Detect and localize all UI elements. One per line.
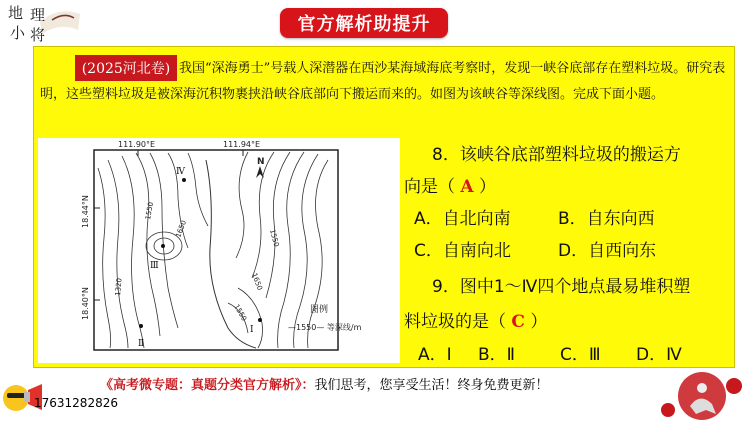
- q9-option-d[interactable]: D．Ⅳ: [636, 345, 682, 365]
- contour-label: 1550: [232, 303, 249, 323]
- logo: [0, 0, 82, 44]
- q8-stem-post: ）: [479, 177, 497, 197]
- q8-answer: A: [460, 177, 474, 197]
- phone-number: 17631282826: [34, 396, 118, 410]
- source-tag: (2025河北卷): [75, 55, 177, 81]
- q9-option-b[interactable]: B．Ⅱ: [478, 345, 516, 365]
- logo-char: 理: [30, 6, 46, 24]
- q8-stem-pre: 向是（: [404, 177, 455, 197]
- legend-text: —1550— 等深线/m: [288, 323, 362, 332]
- question-intro: 我国“深海勇士”号载人深潜器在西沙某海域海底考察时，发现一峡谷底部存在塑料垃圾。研究表明，这些塑料垃圾是被深海沉积物裹挟沿峡谷底部向下搬运而来的。如图为该峡谷等深线图。完成下面小题。: [40, 61, 726, 102]
- footer-slogan: 我们思考，您享受生活！终身免费更新！: [314, 378, 549, 393]
- q9-stem-post: ）: [530, 312, 548, 332]
- q9-option-a[interactable]: A．Ⅰ: [418, 345, 452, 365]
- logo-char: 小: [10, 24, 26, 42]
- decorative-rider-icon: [654, 370, 750, 422]
- logo-char: 将: [30, 26, 46, 44]
- point-label-iv: Ⅳ: [176, 167, 185, 177]
- contour-label: 1320: [114, 277, 124, 297]
- map-lon-label: 111.94°E: [223, 140, 261, 149]
- q9-stem-line1: 9．图中1～Ⅳ四个地点最易堆积塑: [432, 277, 691, 297]
- point-label-iii: Ⅲ: [150, 261, 159, 271]
- contour-label: 1550: [268, 228, 281, 248]
- banner-title: 官方解析助提升: [280, 8, 448, 38]
- q8-stem-line1: 8．该峡谷底部塑料垃圾的搬运方: [432, 145, 681, 165]
- point-label-i: Ⅰ: [250, 325, 254, 335]
- q8-option-b[interactable]: B．自东向西: [558, 209, 655, 229]
- map-lat-label: 18.40°N: [81, 287, 90, 320]
- q9-answer: C: [511, 312, 525, 332]
- contour-label: 1650: [250, 271, 264, 292]
- map-lon-label: 111.90°E: [118, 140, 156, 149]
- footer-book-title[interactable]: 《高考微专题：真题分类官方解析》：: [100, 378, 315, 393]
- q9-stem-line2: [404, 307, 547, 332]
- contour-label: 1650: [174, 219, 188, 239]
- map-lat-label: 18.44°N: [81, 195, 90, 228]
- legend-title: 图例: [310, 305, 329, 315]
- q8-stem-line2: [404, 172, 496, 197]
- contour-label: 1550: [144, 201, 156, 221]
- q9-option-c[interactable]: C．Ⅲ: [560, 345, 601, 365]
- footer-promo: [100, 374, 549, 393]
- q8-option-a[interactable]: A．自北向南: [414, 209, 511, 229]
- bathymetric-map: [38, 138, 400, 363]
- q8-option-d[interactable]: D．自西向东: [558, 241, 657, 261]
- q8-option-c[interactable]: C．自南向北: [414, 241, 511, 261]
- q9-stem-pre: 料垃圾的是（: [404, 312, 506, 332]
- logo-char: 地: [8, 4, 24, 22]
- point-label-ii: Ⅱ: [138, 339, 145, 349]
- north-label: N: [257, 157, 265, 167]
